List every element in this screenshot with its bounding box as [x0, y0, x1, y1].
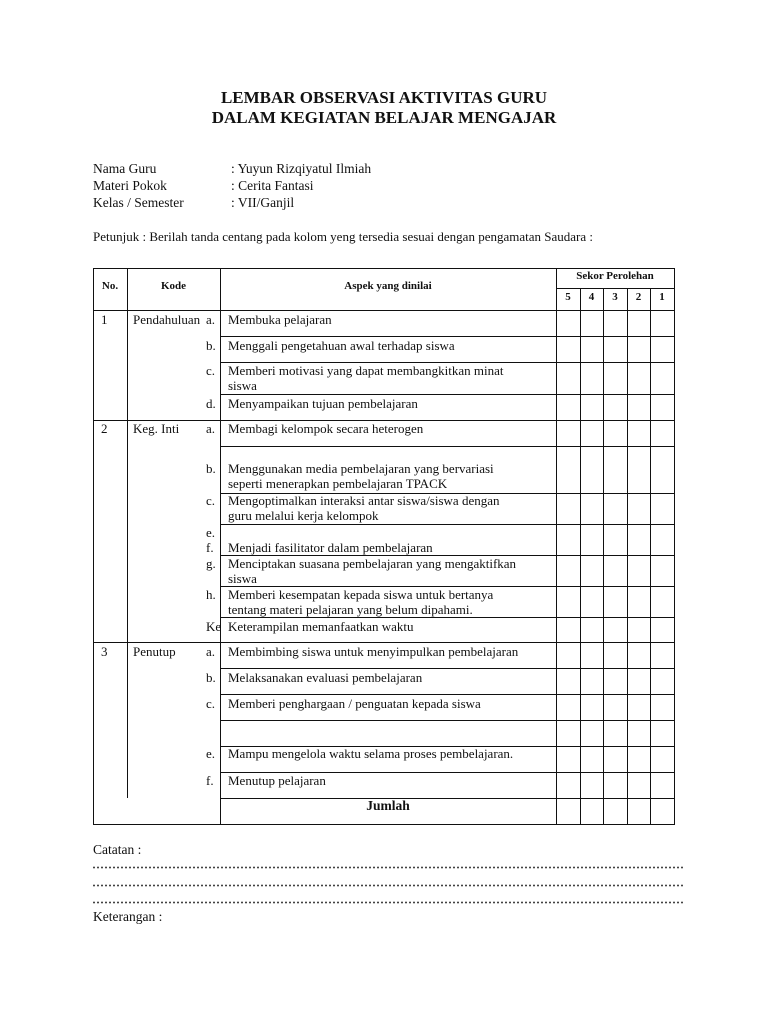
item-letter: b.: [206, 338, 216, 353]
info-value-kelas: : VII/Ganjil: [231, 195, 295, 210]
info-value-guru: : Yuyun Rizqiyatul Ilmiah: [231, 161, 372, 176]
col-line-no: [127, 268, 128, 798]
total-label: Jumlah: [366, 798, 410, 813]
item-letter: b.: [206, 670, 216, 685]
item-letter: c.: [206, 696, 216, 711]
table-border-right: [674, 268, 675, 825]
item-aspect-text: siswa: [228, 378, 257, 393]
notes-dotted-line: [92, 866, 684, 869]
item-aspect-text: Memberi motivasi yang dapat membangkitkan minat: [228, 363, 504, 378]
row-divider: [220, 394, 674, 395]
header-aspek: Aspek yang dinilai: [344, 280, 432, 292]
col-line-score: [650, 288, 651, 824]
item-aspect-text: siswa: [228, 571, 257, 586]
remarks-label: Keterangan :: [93, 909, 163, 924]
col-line-score: [603, 288, 604, 824]
item-aspect-text: Menciptakan suasana pembelajaran yang mengaktifkan: [228, 556, 517, 571]
item-letter: f.: [206, 773, 214, 788]
item-letter: e.: [206, 746, 216, 761]
row-divider: [220, 446, 674, 447]
item-aspect-text: Menggunakan media pembelajaran yang bervariasi: [228, 461, 494, 476]
header-bottom-line: [93, 310, 674, 311]
item-letter: a.: [206, 421, 216, 436]
table-border-top: [93, 268, 674, 269]
info-label-kelas: Kelas / Semester: [93, 195, 184, 210]
col-line-aspek: [556, 268, 557, 824]
section-no: 1: [101, 312, 108, 327]
item-letter: a.: [206, 312, 216, 327]
section-no: 3: [101, 644, 108, 659]
item-letter: Ke: [206, 619, 222, 634]
table-border-bottom: [93, 824, 674, 825]
score-header-divider: [556, 288, 674, 289]
item-aspect-text: Mengoptimalkan interaksi antar siswa/siswa dengan: [228, 493, 500, 508]
item-letter: c.: [206, 493, 216, 508]
item-aspect-text: Melaksanakan evaluasi pembelajaran: [228, 670, 423, 685]
row-divider: [220, 336, 674, 337]
item-letter: d.: [206, 396, 216, 411]
item-aspect-text: Menyampaikan tujuan pembelajaran: [228, 396, 418, 411]
item-aspect-text: tentang materi pelajaran yang belum dipahami.: [228, 602, 473, 617]
section-kode: Keg. Inti: [133, 421, 180, 436]
section-kode: Penutup: [133, 644, 176, 659]
title-line-2: DALAM KEGIATAN BELAJAR MENGAJAR: [211, 108, 557, 127]
notes-label: Catatan :: [93, 842, 142, 857]
item-aspect-text: Memberi penghargaan / penguatan kepada siswa: [228, 696, 481, 711]
header-skor: Sekor Perolehan: [576, 270, 654, 282]
info-label-materi: Materi Pokok: [93, 178, 167, 193]
item-letter: h.: [206, 587, 216, 602]
item-aspect-text: Menggali pengetahuan awal terhadap siswa: [228, 338, 455, 353]
item-letter: c.: [206, 363, 216, 378]
info-value-materi: : Cerita Fantasi: [231, 178, 314, 193]
item-aspect-text: guru melalui kerja kelompok: [228, 508, 379, 523]
header-score-2: 2: [635, 291, 642, 303]
header-score-4: 4: [588, 291, 595, 303]
item-aspect-text: Menjadi fasilitator dalam pembelajaran: [228, 540, 433, 555]
item-letter: f.: [206, 540, 214, 555]
item-aspect-text: Keterampilan memanfaatkan waktu: [228, 619, 414, 634]
section-kode: Pendahuluan: [133, 312, 201, 327]
row-divider: [220, 720, 674, 721]
info-label-guru: Nama Guru: [93, 161, 157, 176]
header-score-3: 3: [612, 291, 618, 303]
item-aspect-text: Mampu mengelola waktu selama proses pembelajaran.: [228, 746, 514, 761]
instruction-text: Petunjuk : Berilah tanda centang pada kolom yeng tersedia sesuai dengan pengamatan Saudara :: [93, 229, 593, 244]
row-divider: [220, 524, 674, 525]
item-letter: e.: [206, 525, 216, 540]
header-no: No.: [101, 280, 119, 292]
title-line-1: LEMBAR OBSERVASI AKTIVITAS GURU: [220, 88, 548, 107]
item-letter: g.: [206, 556, 216, 571]
item-aspect-text: seperti menerapkan pembelajaran TPACK: [228, 476, 448, 491]
table-border-left: [93, 268, 94, 824]
item-aspect-text: Membimbing siswa untuk menyimpulkan pembelajaran: [228, 644, 519, 659]
header-kode: Kode: [160, 280, 187, 292]
section-no: 2: [101, 421, 108, 436]
header-score-5: 5: [565, 291, 571, 303]
item-aspect-text: Memberi kesempatan kepada siswa untuk bertanya: [228, 587, 494, 602]
col-line-score: [627, 288, 628, 824]
header-score-1: 1: [659, 291, 665, 303]
section-divider: [93, 642, 674, 643]
item-letter: a.: [206, 644, 216, 659]
item-aspect-text: Menutup pelajaran: [228, 773, 326, 788]
item-aspect-text: Membuka pelajaran: [228, 312, 332, 327]
col-line-kode: [220, 268, 221, 824]
row-divider: [220, 694, 674, 695]
item-aspect-text: Membagi kelompok secara heterogen: [228, 421, 424, 436]
col-line-score: [580, 288, 581, 824]
notes-dotted-line: [92, 884, 684, 887]
item-letter: b.: [206, 461, 216, 476]
notes-dotted-line: [92, 901, 684, 904]
row-divider: [220, 668, 674, 669]
